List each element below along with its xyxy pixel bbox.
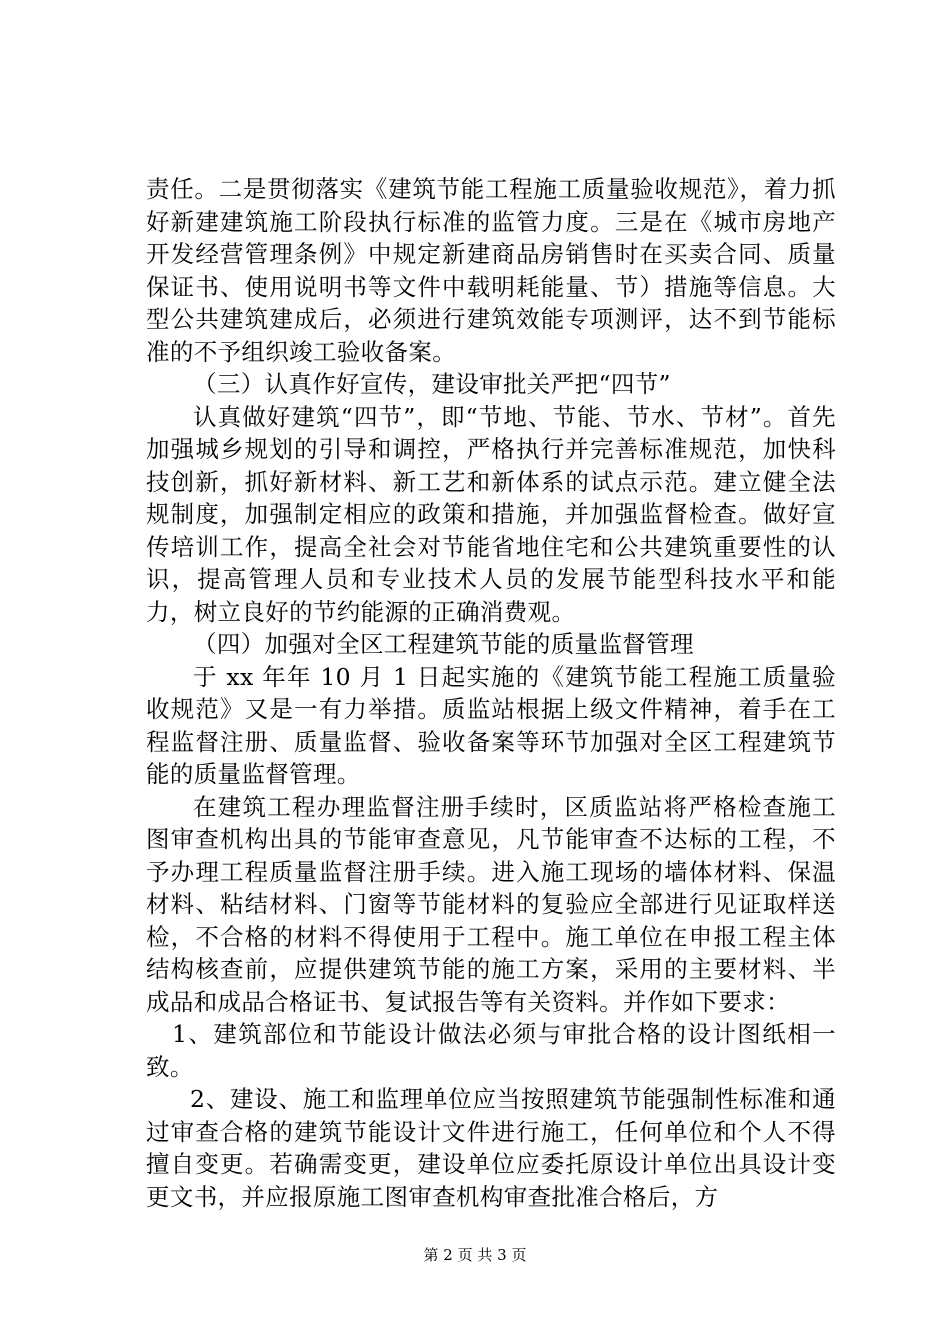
section-heading-3: （三）认真作好宣传，建设审批关严把“四节” bbox=[193, 370, 671, 398]
list-item: 2、建设、施工和监理单位应当按照建筑节能强制性标准和通过审查合格的建筑节能设计文件进行施工，任何单位和个人不得擅自变更。若确需变更，建设单位应委托原设计单位出具设计变更文书，并应报原施工图审查机构审查批准合格后，方 bbox=[146, 1085, 836, 1211]
page-number-footer: 第 2 页 共 3 页 bbox=[423, 1246, 527, 1264]
section-heading-4: （四）加强对全区工程建筑节能的质量监督管理 bbox=[193, 630, 694, 658]
paragraph: 在建筑工程办理监督注册手续时，区质监站将严格检查施工图审查机构出具的节能审查意见，凡节能审查不达标的工程，不予办理工程质量监督注册手续。进入施工现场的墙体材料、保温材料、粘结材料、门窗等节能材料的复验应全部进行见证取样送检，不合格的材料不得使用于工程中。施工单位在申报工程主体结构核查前，应提供建筑节能的施工方案，采用的主要材料、半成品和成品合格证书、复试报告等有关资料。并作如下要求： bbox=[146, 792, 836, 1016]
paragraph-continuation: 责任。二是贯彻落实《建筑节能工程施工质量验收规范》，着力抓好新建建筑施工阶段执行标准的监管力度。三是在《城市房地产开发经营管理条例》中规定新建商品房销售时在买卖合同、质量保证书、使用说明书等文件中载明耗能量、节）措施等信息。大型公共建筑建成后，必须进行建筑效能专项测评，达不到节能标准的不予组织竣工验收备案。 bbox=[146, 175, 836, 366]
paragraph: 认真做好建筑“四节”，即“节地、节能、节水、节材”。首先加强城乡规划的引导和调控，严格执行并完善标准规范，加快科技创新，抓好新材料、新工艺和新体系的试点示范。建立健全法规制度，加强制定相应的政策和措施，并加强监督检查。做好宣传培训工作，提高全社会对节能省地住宅和公共建筑重要性的认识，提高管理人员和专业技术人员的发展节能型科技水平和能力，树立良好的节约能源的正确消费观。 bbox=[146, 402, 836, 626]
list-item: 1、建筑部位和节能设计做法必须与审批合格的设计图纸相一致。 bbox=[146, 1020, 836, 1081]
document-body bbox=[146, 173, 836, 1213]
paragraph: 于 xx 年年 10 月 1 日起实施的《建筑节能工程施工质量验收规范》又是一有力举措。质监站根据上级文件精神，着手在工程监督注册、质量监督、验收备案等环节加强对全区工程建筑节能的质量监督管理。 bbox=[146, 662, 836, 788]
